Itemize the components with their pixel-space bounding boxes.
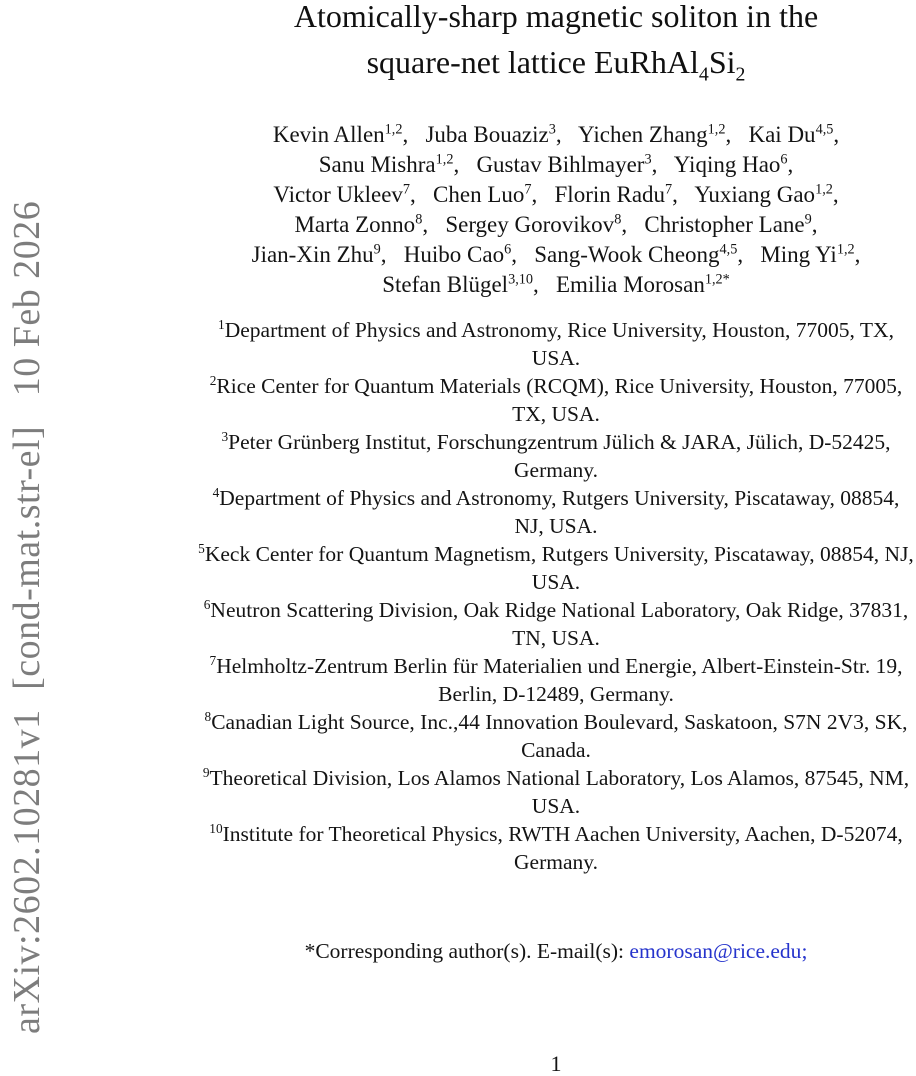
author-name: Jian-Xin Zhu$^9$	[251, 241, 381, 267]
author-affiliation-superscript: 1,2	[707, 121, 726, 138]
correspondence-prefix: *Corresponding author(s). E-mail(s):	[304, 939, 630, 963]
author-affiliation-superscript: 7	[402, 181, 411, 198]
author-affiliation-superscript: 7	[524, 181, 532, 198]
affiliation-number: 6	[203, 596, 211, 612]
affiliation-item: $^{10}$Institute for Theoretical Physics, RWTH Aachen University, Aachen, D-52074, Germany.	[209, 820, 903, 874]
author-name: Yichen Zhang$^{1,2}$	[578, 121, 726, 147]
author-name: Yiqing Hao$^6$	[673, 151, 788, 177]
affiliation-number: 5	[198, 540, 205, 556]
author-affiliation-superscript: 9	[804, 211, 812, 228]
author-name: Sergey Gorovikov$^8$	[445, 211, 622, 237]
affiliation-number: 3	[221, 428, 229, 444]
author-affiliation-superscript: 3	[548, 121, 556, 138]
affiliation-item: $^7$Helmholtz-Zentrum Berlin für Materialien und Energie, Albert-Einstein-Str. 19, Berlin, D-12489, Germany.	[209, 652, 903, 706]
affiliation-number: 4	[212, 484, 220, 500]
title-line-1: Atomically-sharp magnetic soliton in the	[293, 0, 819, 34]
author-name: Christopher Lane$^9$	[644, 211, 812, 237]
author-affiliation-superscript: 4,5	[815, 121, 834, 138]
author-name: Sanu Mishra$^{1,2}$	[318, 151, 454, 177]
author-name: Juba Bouaziz$^3$	[425, 121, 556, 147]
author-affiliation-superscript: 4,5	[719, 241, 738, 258]
author-affiliation-superscript: 1,2*	[704, 271, 730, 288]
affiliation-item: $^1$Department of Physics and Astronomy, Rice University, Houston, 77005, TX, USA.	[218, 316, 894, 370]
correspondence-line	[196, 936, 916, 966]
correspondence-suffix: ;	[801, 939, 808, 963]
author-affiliation-superscript: 7	[665, 181, 673, 198]
affiliation-number: 9	[202, 764, 210, 780]
affiliation-item: $^9$Theoretical Division, Los Alamos National Laboratory, Los Alamos, 87545, NM, USA.	[202, 764, 910, 818]
author-name: Chen Luo$^7$	[433, 181, 532, 207]
title-line-2: square-net lattice $EuRhAl_4Si_2$	[366, 44, 746, 86]
author-name: Yuxiang Gao$^{1,2}$	[694, 181, 833, 207]
author-affiliation-superscript: 6	[780, 151, 788, 168]
author-line: Sanu Mishra$^{1,2}$, Gustav Bihlmayer$^3$, Yiqing Hao$^6$,	[318, 151, 794, 177]
affiliation-number: 1	[218, 316, 225, 332]
affiliation-item: $^4$Department of Physics and Astronomy, Rutgers University, Piscataway, 08854, NJ, USA.	[212, 484, 900, 538]
author-affiliation-superscript: 1,2	[836, 241, 855, 258]
author-name: Stefan Blügel$^{3,10}$	[382, 271, 533, 297]
author-name: Marta Zonno$^8$	[294, 211, 423, 237]
email-link[interactable]: emorosan@rice.edu	[629, 939, 802, 963]
author-line: Stefan Blügel$^{3,10}$, Emilia Morosan$^{1,2*}$	[382, 271, 730, 297]
author-name: Emilia Morosan$^{1,2*}$	[556, 271, 730, 297]
author-block	[196, 120, 916, 300]
author-affiliation-superscript: 1,2	[815, 181, 833, 198]
affiliation-number: 10	[209, 820, 223, 836]
arxiv-stamp: arXiv:2602.10281v1 [cond-mat.str-el] 10 Feb 2026	[6, 200, 48, 1034]
author-name: Florin Radu$^7$	[554, 181, 673, 207]
affiliation-item: $^5$Keck Center for Quantum Magnetism, Rutgers University, Piscataway, 08854, NJ, USA.	[198, 540, 914, 594]
affiliation-number: 2	[209, 372, 217, 388]
author-affiliation-superscript: 1,2	[435, 151, 454, 168]
author-name: Gustav Bihlmayer$^3$	[476, 151, 652, 177]
author-name: Ming Yi$^{1,2}$	[760, 241, 855, 267]
paper-title	[196, 0, 916, 85]
author-line: Marta Zonno$^8$, Sergey Gorovikov$^8$, Christopher Lane$^9$,	[294, 211, 818, 237]
affiliation-item: $^8$Canadian Light Source, Inc.,44 Innovation Boulevard, Saskatoon, S7N 2V3, SK, Canada.	[204, 708, 908, 762]
author-line: Jian-Xin Zhu$^9$, Huibo Cao$^6$, Sang-Wook Cheong$^{4,5}$, Ming Yi$^{1,2}$,	[251, 241, 861, 267]
author-line: Kevin Allen$^{1,2}$, Juba Bouaziz$^3$, Yichen Zhang$^{1,2}$, Kai Du$^{4,5}$,	[272, 121, 840, 147]
formula-subscript: 4	[698, 63, 709, 86]
author-name: Kai Du$^{4,5}$	[748, 121, 834, 147]
content-column	[196, 0, 916, 1076]
author-name: Huibo Cao$^6$	[403, 241, 512, 267]
author-affiliation-superscript: 9	[373, 241, 381, 258]
author-name: Kevin Allen$^{1,2}$	[272, 121, 403, 147]
author-affiliation-superscript: 3,10	[508, 271, 533, 288]
formula-subscript: 2	[735, 63, 746, 86]
affiliation-item: $^3$Peter Grünberg Institut, Forschungzentrum Jülich & JARA, Jülich, D-52425, Germany.	[221, 428, 891, 482]
author-affiliation-superscript: 1,2	[384, 121, 403, 138]
affiliation-list	[196, 316, 916, 876]
author-affiliation-superscript: 8	[415, 211, 423, 228]
affiliation-number: 7	[209, 652, 217, 668]
author-affiliation-superscript: 3	[644, 151, 652, 168]
page-number: 1	[550, 1051, 562, 1076]
author-affiliation-superscript: 8	[614, 211, 622, 228]
affiliation-item: $^2$Rice Center for Quantum Materials (RCQM), Rice University, Houston, 77005, TX, USA.	[209, 372, 903, 426]
affiliation-item: $^6$Neutron Scattering Division, Oak Ridge National Laboratory, Oak Ridge, 37831, TN, USA.	[203, 596, 909, 650]
author-name: Sang-Wook Cheong$^{4,5}$	[534, 241, 738, 267]
affiliation-number: 8	[204, 708, 212, 724]
author-affiliation-superscript: 6	[504, 241, 512, 258]
author-line: Victor Ukleev$^7$, Chen Luo$^7$, Florin Radu$^7$, Yuxiang Gao$^{1,2}$,	[273, 181, 839, 207]
author-name: Victor Ukleev$^7$	[273, 181, 411, 207]
